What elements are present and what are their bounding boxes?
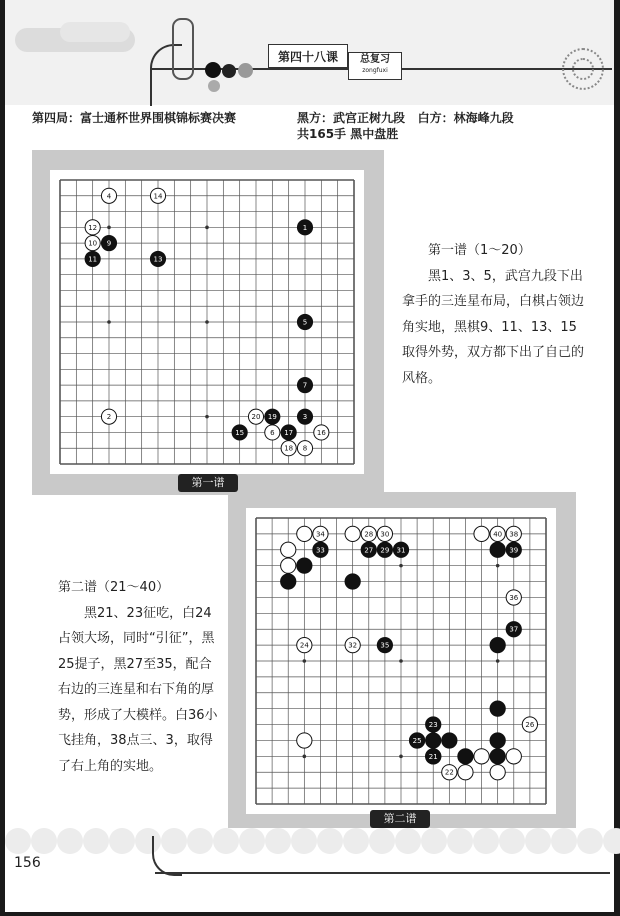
board2-white-stone (506, 749, 521, 764)
scallop-decoration (83, 828, 109, 854)
scallop-decoration (473, 828, 499, 854)
board2-star-point (399, 659, 403, 663)
board2-black-stone (458, 749, 473, 764)
board2-black-stone (490, 701, 505, 716)
board2-white-stone (281, 542, 296, 557)
board2-black-stone (345, 574, 360, 589)
board1-move-number: 5 (302, 318, 308, 327)
scallop-decoration (395, 828, 421, 854)
board2-move-number: 36 (509, 593, 519, 602)
board2-star-point (399, 755, 403, 759)
board2-move-number: 25 (412, 736, 422, 745)
board2-move-number: 35 (380, 641, 390, 650)
board2-white-stone (281, 558, 296, 573)
review-pinyin: zongfuxi (362, 67, 388, 74)
grey-ball-icon (208, 80, 220, 92)
board2-move-number: 23 (428, 721, 438, 730)
scallop-decoration (317, 828, 343, 854)
bottom-scallop-band (5, 828, 614, 888)
board2-white-stone (297, 733, 312, 748)
board1-move-number: 19 (267, 413, 277, 422)
board1-move-number: 20 (251, 413, 261, 422)
scallop-decoration (577, 828, 603, 854)
board2-move-number: 31 (396, 546, 406, 555)
commentary-1 (402, 238, 587, 391)
board2-black-stone (490, 542, 505, 557)
scallop-decoration (447, 828, 473, 854)
board2-move-number: 22 (444, 768, 454, 777)
board1-move-number: 7 (302, 381, 308, 390)
board1-star-point (205, 320, 209, 324)
board1-move-number: 11 (88, 255, 98, 264)
go-board-1-svg (50, 170, 364, 474)
board2-white-stone (458, 765, 473, 780)
white-player: 白方：林海峰九段 (417, 111, 514, 125)
board2-move-number: 26 (525, 721, 535, 730)
board1-move-number: 4 (106, 192, 112, 201)
scallop-decoration (239, 828, 265, 854)
board1-star-point (205, 415, 209, 419)
spiral-decoration (572, 58, 594, 80)
black-player: 黑方：武宫正树九段 (297, 111, 406, 125)
board2-move-number: 37 (509, 625, 519, 634)
review-badge (348, 52, 402, 80)
game-result: 共165手 黑中盘胜 (297, 127, 399, 141)
board2-black-stone (490, 749, 505, 764)
scallop-decoration (369, 828, 395, 854)
go-board-1 (50, 170, 364, 474)
commentary-1-heading: 第一谱（1～20） (428, 243, 531, 258)
scallop-decoration (213, 828, 239, 854)
board1-star-point (107, 320, 111, 324)
board2-move-number: 40 (493, 530, 503, 539)
board1-move-number: 17 (284, 428, 294, 437)
board2-white-stone (345, 526, 360, 541)
scallop-decoration (5, 828, 31, 854)
frame-left (0, 0, 5, 916)
board1-move-number: 10 (88, 239, 98, 248)
board1-move-number: 1 (302, 223, 308, 232)
board2-star-point (496, 564, 500, 568)
board2-white-stone (297, 526, 312, 541)
scallop-decoration (291, 828, 317, 854)
board2-move-number: 34 (315, 530, 325, 539)
review-label: 总复习 (360, 54, 390, 65)
page-number: 156 (14, 855, 41, 871)
grey-ball-icon (238, 63, 253, 78)
go-board-2 (246, 508, 556, 814)
black-ball-icon (222, 64, 236, 78)
board2-star-point (303, 755, 307, 759)
board1-move-number: 14 (153, 192, 163, 201)
board1-star-point (107, 226, 111, 230)
scallop-decoration (265, 828, 291, 854)
lesson-title: 第四十八课 (268, 44, 348, 68)
scallop-decoration (603, 828, 620, 854)
scallop-decoration (343, 828, 369, 854)
scallop-decoration (187, 828, 213, 854)
board2-move-number: 29 (380, 546, 390, 555)
go-board-2-svg (246, 508, 556, 814)
scallop-decoration (421, 828, 447, 854)
board1-move-number: 13 (153, 255, 163, 264)
paperclip-icon (172, 18, 194, 80)
board1-move-number: 18 (284, 444, 294, 453)
commentary-2-body: 黑21、23征吃，白24占领大场，同时“引征”，黑25提子，黑27至35，配合右边的三连星和右下角的厚势，形成了大模样。白36小飞挂角，38点三、3，取得了右上角的实地。 (58, 605, 218, 774)
board2-move-number: 27 (364, 546, 374, 555)
frame-right (614, 0, 620, 916)
cloud-decoration (60, 22, 130, 42)
board2-move-number: 30 (380, 530, 390, 539)
board2-move-number: 38 (509, 530, 519, 539)
scallop-decoration (57, 828, 83, 854)
board1-move-number: 3 (302, 413, 308, 422)
board1-move-number: 15 (235, 428, 245, 437)
board2-white-stone (474, 526, 489, 541)
game-info (32, 110, 592, 141)
board2-black-stone (426, 733, 441, 748)
board2-move-number: 24 (299, 641, 309, 650)
board1-move-number: 6 (270, 428, 275, 437)
commentary-1-body: 黑1、3、5，武宫九段下出拿手的三连星布局，白棋占领边角实地，黑棋9、11、13、15取得外势，双方都下出了自己的风格。 (402, 268, 585, 386)
board1-move-number: 9 (106, 239, 112, 248)
scallop-decoration (109, 828, 135, 854)
board2-black-stone (490, 637, 505, 652)
game-title: 第四局：富士通杯世界围棋锦标赛决赛 (32, 111, 237, 125)
diagram-2-caption: 第二谱 (370, 810, 430, 828)
footer-line (155, 872, 610, 874)
board2-move-number: 21 (428, 752, 438, 761)
board2-move-number: 33 (315, 546, 325, 555)
diagram-1-caption: 第一谱 (178, 474, 238, 492)
board2-star-point (399, 564, 403, 568)
board2-move-number: 39 (509, 546, 519, 555)
board2-star-point (303, 659, 307, 663)
board2-white-stone (490, 765, 505, 780)
board1-move-number: 12 (88, 223, 98, 232)
board2-black-stone (281, 574, 296, 589)
board1-move-number: 8 (302, 444, 308, 453)
scallop-decoration (31, 828, 57, 854)
board2-move-number: 28 (364, 530, 374, 539)
board1-move-number: 2 (106, 413, 112, 422)
frame-bottom (0, 912, 620, 916)
players (297, 110, 597, 142)
scallop-decoration (499, 828, 525, 854)
scallop-decoration (525, 828, 551, 854)
board2-star-point (496, 659, 500, 663)
board2-black-stone (442, 733, 457, 748)
commentary-2 (58, 575, 218, 779)
board1-move-number: 16 (316, 428, 326, 437)
board2-white-stone (474, 749, 489, 764)
board2-move-number: 32 (348, 641, 358, 650)
board2-black-stone (297, 558, 312, 573)
board2-black-stone (490, 733, 505, 748)
scallop-decoration (551, 828, 577, 854)
board1-star-point (205, 226, 209, 230)
commentary-2-heading: 第二谱（21～40） (58, 580, 170, 595)
black-ball-icon (205, 62, 221, 78)
